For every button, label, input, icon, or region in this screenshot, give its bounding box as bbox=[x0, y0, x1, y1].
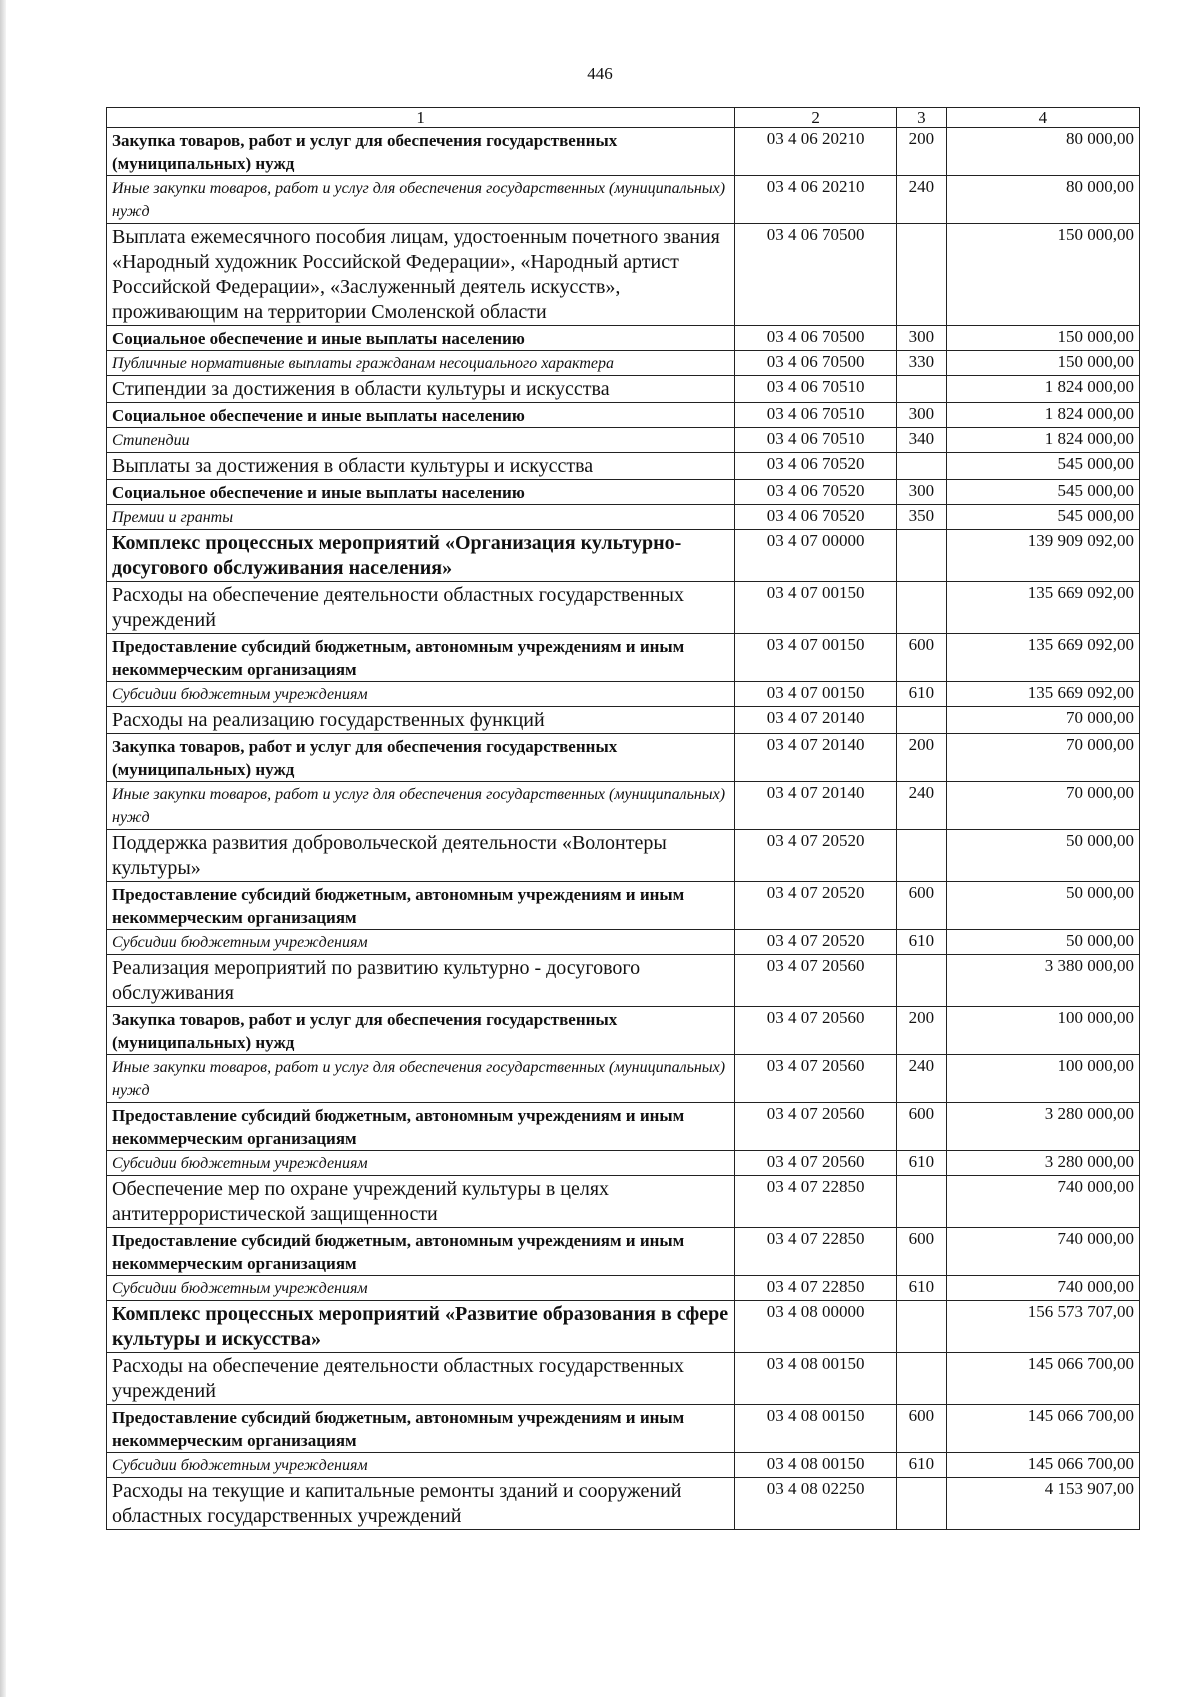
row-amount: 150 000,00 bbox=[946, 224, 1139, 326]
table-row bbox=[107, 505, 1140, 530]
row-code: 03 4 08 02250 bbox=[735, 1478, 897, 1530]
table-row bbox=[107, 734, 1140, 782]
table-row bbox=[107, 351, 1140, 376]
row-amount: 4 153 907,00 bbox=[946, 1478, 1139, 1530]
row-code: 03 4 07 20560 bbox=[735, 1007, 897, 1055]
row-expense-type: 610 bbox=[896, 1151, 946, 1176]
row-description: Закупка товаров, работ и услуг для обеспечения государственных (муниципальных) нужд bbox=[107, 734, 735, 782]
row-amount: 3 280 000,00 bbox=[946, 1151, 1139, 1176]
row-expense-type bbox=[896, 1176, 946, 1228]
table-row bbox=[107, 1453, 1140, 1478]
row-expense-type bbox=[896, 453, 946, 480]
row-amount: 156 573 707,00 bbox=[946, 1301, 1139, 1353]
row-code: 03 4 08 00150 bbox=[735, 1453, 897, 1478]
row-expense-type: 610 bbox=[896, 682, 946, 707]
row-expense-type: 300 bbox=[896, 403, 946, 428]
row-expense-type bbox=[896, 530, 946, 582]
row-expense-type bbox=[896, 376, 946, 403]
row-expense-type: 200 bbox=[896, 734, 946, 782]
row-amount: 135 669 092,00 bbox=[946, 634, 1139, 682]
row-amount: 1 824 000,00 bbox=[946, 428, 1139, 453]
row-expense-type bbox=[896, 1353, 946, 1405]
table-row bbox=[107, 1276, 1140, 1301]
table-row bbox=[107, 326, 1140, 351]
row-amount: 145 066 700,00 bbox=[946, 1405, 1139, 1453]
row-expense-type bbox=[896, 955, 946, 1007]
row-amount: 50 000,00 bbox=[946, 930, 1139, 955]
row-amount: 135 669 092,00 bbox=[946, 582, 1139, 634]
row-amount: 740 000,00 bbox=[946, 1228, 1139, 1276]
row-expense-type: 600 bbox=[896, 1405, 946, 1453]
row-description: Предоставление субсидий бюджетным, автономным учреждениям и иным некоммерческим организациям bbox=[107, 882, 735, 930]
row-description: Предоставление субсидий бюджетным, автономным учреждениям и иным некоммерческим организациям bbox=[107, 1405, 735, 1453]
row-expense-type: 600 bbox=[896, 1228, 946, 1276]
table-row bbox=[107, 224, 1140, 326]
row-code: 03 4 07 00150 bbox=[735, 582, 897, 634]
table-row bbox=[107, 582, 1140, 634]
row-code: 03 4 07 20560 bbox=[735, 1103, 897, 1151]
row-amount: 1 824 000,00 bbox=[946, 403, 1139, 428]
row-amount: 70 000,00 bbox=[946, 707, 1139, 734]
row-description: Субсидии бюджетным учреждениям bbox=[107, 1453, 735, 1478]
row-expense-type: 600 bbox=[896, 1103, 946, 1151]
row-expense-type: 610 bbox=[896, 1453, 946, 1478]
table-row bbox=[107, 1405, 1140, 1453]
table-row bbox=[107, 1353, 1140, 1405]
row-description: Субсидии бюджетным учреждениям bbox=[107, 1151, 735, 1176]
row-amount: 3 380 000,00 bbox=[946, 955, 1139, 1007]
row-description: Субсидии бюджетным учреждениям bbox=[107, 1276, 735, 1301]
row-code: 03 4 07 22850 bbox=[735, 1228, 897, 1276]
row-amount: 545 000,00 bbox=[946, 453, 1139, 480]
row-expense-type: 340 bbox=[896, 428, 946, 453]
table-row bbox=[107, 480, 1140, 505]
row-expense-type: 330 bbox=[896, 351, 946, 376]
row-description: Иные закупки товаров, работ и услуг для обеспечения государственных (муниципальных) нужд bbox=[107, 176, 735, 224]
table-row bbox=[107, 1228, 1140, 1276]
row-code: 03 4 07 20560 bbox=[735, 1055, 897, 1103]
header-col-1: 1 bbox=[107, 108, 735, 128]
row-description: Расходы на реализацию государственных функций bbox=[107, 707, 735, 734]
row-amount: 145 066 700,00 bbox=[946, 1353, 1139, 1405]
table-row bbox=[107, 634, 1140, 682]
row-code: 03 4 07 20520 bbox=[735, 882, 897, 930]
table-row bbox=[107, 830, 1140, 882]
row-code: 03 4 07 20140 bbox=[735, 782, 897, 830]
row-code: 03 4 07 00150 bbox=[735, 634, 897, 682]
row-amount: 145 066 700,00 bbox=[946, 1453, 1139, 1478]
row-expense-type: 300 bbox=[896, 326, 946, 351]
row-description: Иные закупки товаров, работ и услуг для обеспечения государственных (муниципальных) нужд bbox=[107, 782, 735, 830]
row-code: 03 4 07 20560 bbox=[735, 1151, 897, 1176]
row-code: 03 4 06 70520 bbox=[735, 505, 897, 530]
table-row bbox=[107, 376, 1140, 403]
row-code: 03 4 07 20520 bbox=[735, 830, 897, 882]
row-description: Субсидии бюджетным учреждениям bbox=[107, 682, 735, 707]
row-description: Комплекс процессных мероприятий «Организация культурно-досугового обслуживания населения» bbox=[107, 530, 735, 582]
row-description: Выплаты за достижения в области культуры и искусства bbox=[107, 453, 735, 480]
row-code: 03 4 08 00000 bbox=[735, 1301, 897, 1353]
row-amount: 50 000,00 bbox=[946, 830, 1139, 882]
table-row bbox=[107, 1176, 1140, 1228]
table-header-row bbox=[107, 108, 1140, 128]
row-expense-type: 600 bbox=[896, 882, 946, 930]
budget-table bbox=[106, 107, 1140, 1530]
table-row bbox=[107, 1478, 1140, 1530]
row-description: Иные закупки товаров, работ и услуг для обеспечения государственных (муниципальных) нужд bbox=[107, 1055, 735, 1103]
row-description: Социальное обеспечение и иные выплаты населению bbox=[107, 326, 735, 351]
row-code: 03 4 06 70500 bbox=[735, 224, 897, 326]
row-amount: 740 000,00 bbox=[946, 1176, 1139, 1228]
row-amount: 139 909 092,00 bbox=[946, 530, 1139, 582]
row-code: 03 4 07 00150 bbox=[735, 682, 897, 707]
row-code: 03 4 07 22850 bbox=[735, 1276, 897, 1301]
table-row bbox=[107, 530, 1140, 582]
row-code: 03 4 06 20210 bbox=[735, 128, 897, 176]
row-amount: 50 000,00 bbox=[946, 882, 1139, 930]
table-row bbox=[107, 176, 1140, 224]
table-row bbox=[107, 782, 1140, 830]
table-row bbox=[107, 882, 1140, 930]
row-description: Субсидии бюджетным учреждениям bbox=[107, 930, 735, 955]
row-expense-type: 610 bbox=[896, 1276, 946, 1301]
row-description: Стипендии за достижения в области культуры и искусства bbox=[107, 376, 735, 403]
row-description: Реализация мероприятий по развитию культурно - досугового обслуживания bbox=[107, 955, 735, 1007]
row-amount: 70 000,00 bbox=[946, 734, 1139, 782]
row-description: Комплекс процессных мероприятий «Развитие образования в сфере культуры и искусства» bbox=[107, 1301, 735, 1353]
row-code: 03 4 07 22850 bbox=[735, 1176, 897, 1228]
table-row bbox=[107, 1301, 1140, 1353]
row-code: 03 4 06 20210 bbox=[735, 176, 897, 224]
row-amount: 1 824 000,00 bbox=[946, 376, 1139, 403]
row-code: 03 4 06 70500 bbox=[735, 351, 897, 376]
row-amount: 80 000,00 bbox=[946, 128, 1139, 176]
table-row bbox=[107, 682, 1140, 707]
row-description: Социальное обеспечение и иные выплаты населению bbox=[107, 480, 735, 505]
row-description: Обеспечение мер по охране учреждений культуры в целях антитеррористической защищенности bbox=[107, 1176, 735, 1228]
row-description: Выплата ежемесячного пособия лицам, удостоенным почетного звания «Народный художник Российской Федерации», «Народный артист Российской Федерации», «Заслуженный деятель искусств», проживающим на территории Смоленской области bbox=[107, 224, 735, 326]
row-code: 03 4 06 70520 bbox=[735, 480, 897, 505]
row-description: Закупка товаров, работ и услуг для обеспечения государственных (муниципальных) нужд bbox=[107, 1007, 735, 1055]
table-row bbox=[107, 453, 1140, 480]
row-description: Премии и гранты bbox=[107, 505, 735, 530]
row-expense-type bbox=[896, 1478, 946, 1530]
row-description: Социальное обеспечение и иные выплаты населению bbox=[107, 403, 735, 428]
row-amount: 135 669 092,00 bbox=[946, 682, 1139, 707]
row-expense-type: 240 bbox=[896, 1055, 946, 1103]
row-code: 03 4 06 70510 bbox=[735, 403, 897, 428]
row-expense-type: 240 bbox=[896, 176, 946, 224]
table-row bbox=[107, 1151, 1140, 1176]
row-code: 03 4 06 70510 bbox=[735, 376, 897, 403]
row-description: Закупка товаров, работ и услуг для обеспечения государственных (муниципальных) нужд bbox=[107, 128, 735, 176]
row-amount: 740 000,00 bbox=[946, 1276, 1139, 1301]
row-expense-type: 200 bbox=[896, 128, 946, 176]
row-amount: 545 000,00 bbox=[946, 505, 1139, 530]
row-amount: 80 000,00 bbox=[946, 176, 1139, 224]
row-description: Предоставление субсидий бюджетным, автономным учреждениям и иным некоммерческим организациям bbox=[107, 1103, 735, 1151]
header-col-4: 4 bbox=[946, 108, 1139, 128]
row-expense-type: 200 bbox=[896, 1007, 946, 1055]
table-row bbox=[107, 428, 1140, 453]
row-expense-type: 610 bbox=[896, 930, 946, 955]
row-description: Поддержка развития добровольческой деятельности «Волонтеры культуры» bbox=[107, 830, 735, 882]
row-code: 03 4 06 70500 bbox=[735, 326, 897, 351]
row-expense-type bbox=[896, 707, 946, 734]
page-number: 446 bbox=[587, 64, 613, 83]
table-body bbox=[107, 128, 1140, 1530]
row-amount: 70 000,00 bbox=[946, 782, 1139, 830]
row-amount: 100 000,00 bbox=[946, 1055, 1139, 1103]
row-amount: 150 000,00 bbox=[946, 351, 1139, 376]
row-code: 03 4 06 70510 bbox=[735, 428, 897, 453]
scan-edge bbox=[0, 0, 6, 1697]
row-code: 03 4 06 70520 bbox=[735, 453, 897, 480]
table-row bbox=[107, 955, 1140, 1007]
table-row bbox=[107, 1055, 1140, 1103]
row-expense-type bbox=[896, 830, 946, 882]
table-row bbox=[107, 1007, 1140, 1055]
row-code: 03 4 07 20560 bbox=[735, 955, 897, 1007]
row-description: Предоставление субсидий бюджетным, автономным учреждениям и иным некоммерческим организациям bbox=[107, 1228, 735, 1276]
row-description: Публичные нормативные выплаты гражданам несоциального характера bbox=[107, 351, 735, 376]
row-code: 03 4 07 20140 bbox=[735, 734, 897, 782]
table-row bbox=[107, 128, 1140, 176]
row-expense-type: 300 bbox=[896, 480, 946, 505]
row-description: Стипендии bbox=[107, 428, 735, 453]
row-expense-type bbox=[896, 582, 946, 634]
row-description: Предоставление субсидий бюджетным, автономным учреждениям и иным некоммерческим организациям bbox=[107, 634, 735, 682]
row-description: Расходы на обеспечение деятельности областных государственных учреждений bbox=[107, 582, 735, 634]
row-code: 03 4 08 00150 bbox=[735, 1405, 897, 1453]
table-row bbox=[107, 1103, 1140, 1151]
header-col-2: 2 bbox=[735, 108, 897, 128]
header-col-3: 3 bbox=[896, 108, 946, 128]
row-expense-type bbox=[896, 1301, 946, 1353]
row-expense-type bbox=[896, 224, 946, 326]
table-row bbox=[107, 403, 1140, 428]
row-amount: 3 280 000,00 bbox=[946, 1103, 1139, 1151]
row-description: Расходы на обеспечение деятельности областных государственных учреждений bbox=[107, 1353, 735, 1405]
row-amount: 150 000,00 bbox=[946, 326, 1139, 351]
row-amount: 545 000,00 bbox=[946, 480, 1139, 505]
row-expense-type: 350 bbox=[896, 505, 946, 530]
row-amount: 100 000,00 bbox=[946, 1007, 1139, 1055]
row-expense-type: 240 bbox=[896, 782, 946, 830]
row-description: Расходы на текущие и капитальные ремонты зданий и сооружений областных государственных учреждений bbox=[107, 1478, 735, 1530]
row-expense-type: 600 bbox=[896, 634, 946, 682]
row-code: 03 4 07 20140 bbox=[735, 707, 897, 734]
row-code: 03 4 07 20520 bbox=[735, 930, 897, 955]
table-row bbox=[107, 930, 1140, 955]
table-row bbox=[107, 707, 1140, 734]
row-code: 03 4 07 00000 bbox=[735, 530, 897, 582]
row-code: 03 4 08 00150 bbox=[735, 1353, 897, 1405]
